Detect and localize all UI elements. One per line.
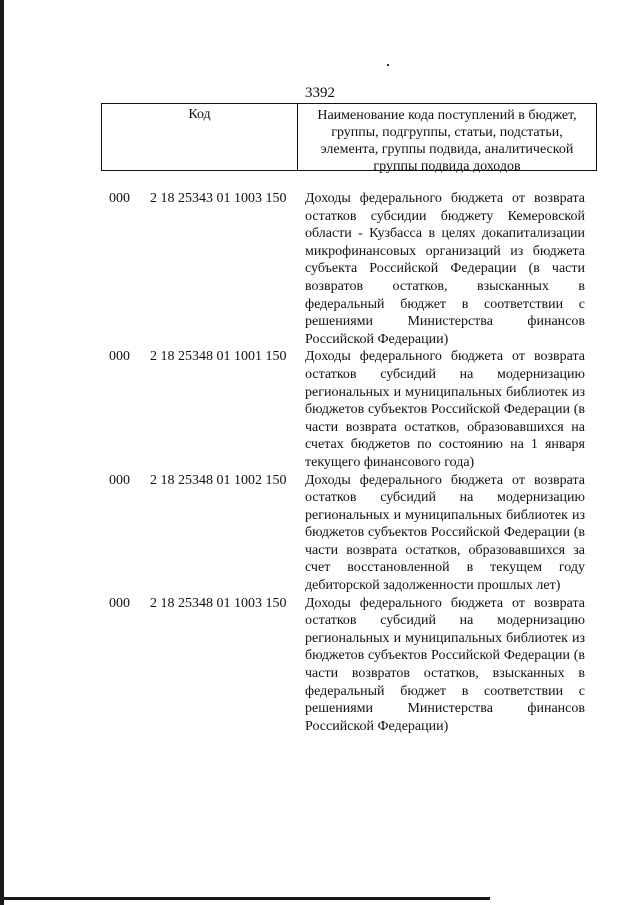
row-description: Доходы федерального бюджета от возврата остатков субсидий на модернизацию региональных и муниципальных библиотек из бюджетов субъектов Российской Федерации (в части возврата остатков, образовавшихся на счетах бюджетов по состоянию на 1 января текущего финансового года)	[305, 349, 585, 470]
table-row	[0, 595, 640, 736]
row-income-code: 2 18 25348 01 1002 150	[150, 472, 287, 488]
table-header	[101, 103, 597, 174]
row-admin-code: 000	[109, 472, 130, 488]
row-income-code: 2 18 25348 01 1003 150	[150, 595, 287, 611]
page-number: 3392	[305, 85, 335, 101]
header-code: Код	[102, 104, 298, 170]
scan-edge-bottom	[0, 897, 490, 900]
table-row	[0, 348, 640, 471]
row-admin-code: 000	[109, 595, 130, 611]
table-row	[0, 472, 640, 595]
table-body	[0, 190, 640, 735]
row-description: Доходы федерального бюджета от возврата остатков субсидии бюджету Кемеровской области - Кузбасса в целях докапитализации микрофинансовых организаций из бюджета субъекта Российской Федерации (в части возвратов остатков, взысканных в федеральный бюджет в соответствии с решениями Министерства финансов Российской Федерации)	[305, 191, 585, 347]
header-name: Наименование кода поступлений в бюджет, группы, подгруппы, статьи, подстатьи, элемента, группы подвида, аналитической группы подвида доходов	[317, 108, 577, 174]
row-admin-code: 000	[109, 349, 130, 365]
table-row	[0, 190, 640, 348]
row-description: Доходы федерального бюджета от возврата остатков субсидий на модернизацию региональных и муниципальных библиотек из бюджетов субъектов Российской Федерации (в части возвратов остатков, взысканных в федеральный бюджет в соответствии с решениями Министерства финансов Российской Федерации)	[305, 595, 585, 734]
row-description: Доходы федерального бюджета от возврата остатков субсидий на модернизацию региональных и муниципальных библиотек из бюджетов субъектов Российской Федерации (в части возврата остатков, образовавшихся за счет восстановленной в текущем году дебиторской задолженности прошлых лет)	[305, 472, 585, 594]
scan-speck	[387, 64, 389, 66]
row-income-code: 2 18 25343 01 1003 150	[150, 191, 287, 206]
row-admin-code: 000	[109, 191, 130, 206]
row-income-code: 2 18 25348 01 1001 150	[150, 349, 287, 365]
